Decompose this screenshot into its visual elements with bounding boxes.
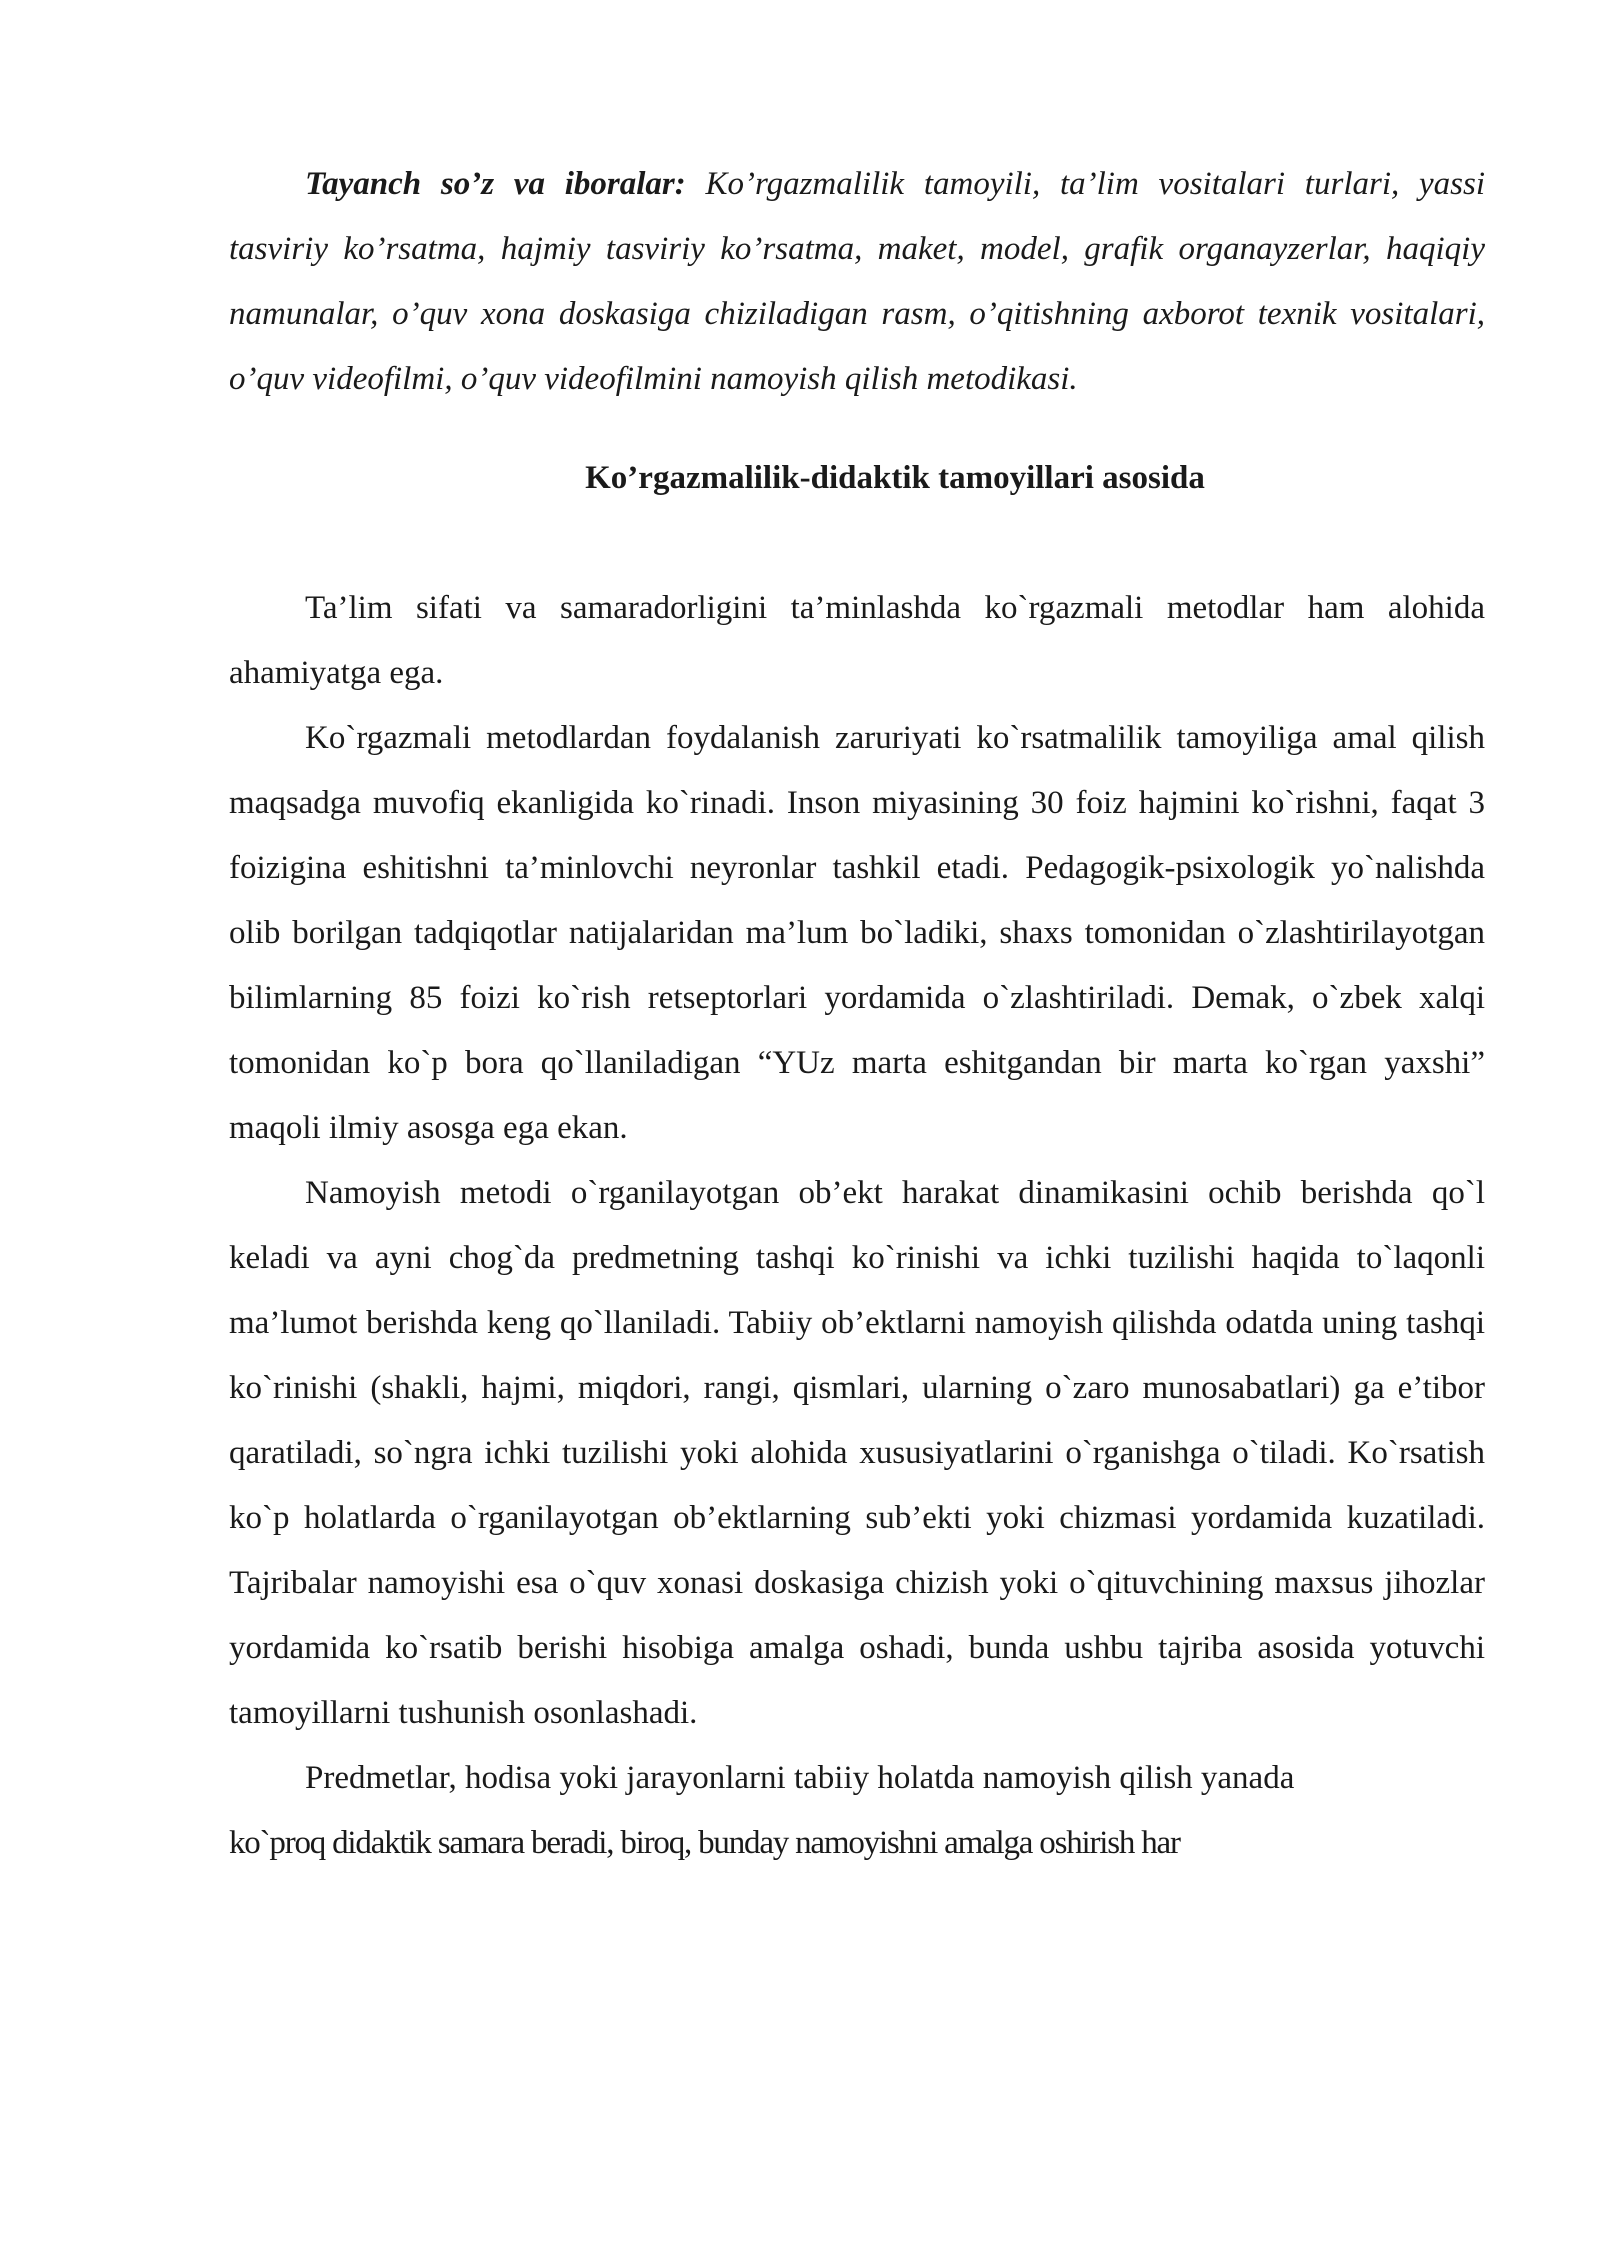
body-paragraph: Ko`rgazmali metodlardan foydalanish zaruriyati ko`rsatmalilik tamoyiliga amal qilish maqsadga muvofiq ekanligida ko`rinadi. Inson miyasining 30 foiz hajmini ko`rishni, faqat 3 foizigina eshitishni ta’minlovchi neyronlar tashkil etadi. Pedagogik-psixologik yo`nalishda olib borilgan tadqiqotlar natijalaridan ma’lum bo`ladiki, shaxs tomonidan o`zlashtirilayotgan bilimlarning 85 foizi ko`rish retseptorlari yordamida o`zlashtiriladi. Demak, o`zbek xalqi tomonidan ko`p bora qo`llaniladigan “YUz marta eshitgandan bir marta ko`rgan yaxshi” maqoli ilmiy asosga ega ekan. [229, 720, 1485, 1146]
keywords-lead: Tayanch so’z va iboralar: [305, 166, 686, 202]
body-paragraph-continuation: ko`proq didaktik samara beradi, biroq, bunday namoyishni amalga oshirish har [229, 1825, 1180, 1861]
body-paragraph: Namoyish metodi o`rganilayotgan ob’ekt harakat dinamikasini ochib berishda qo`l keladi va ayni chog`da predmetning tashqi ko`rinishi va ichki tuzilishi haqida to`laqonli ma’lumot berishda keng qo`llaniladi. Tabiiy ob’ektlarni namoyish qilishda odatda uning tashqi ko`rinishi (shakli, hajmi, miqdori, rangi, qismlari, ularning o`zaro munosabatlari) ga e’tibor qaratiladi, so`ngra ichki tuzilishi yoki alohida xususiyatlarini o`rganishga o`tiladi. Ko`rsatish ko`p holatlarda o`rganilayotgan ob’ektlarning sub’ekti yoki chizmasi yordamida kuzatiladi. Tajribalar namoyishi esa o`quv xonasi doskasiga chizish yoki o`qituvchining maxsus jihozlar yordamida ko`rsatib berishi hisobiga amalga oshadi, bunda ushbu tajriba asosida yotuvchi tamoyillarni tushunish osonlashadi. [229, 1175, 1485, 1731]
section-heading: Ko’rgazmalilik-didaktik tamoyillari asosida [585, 460, 1205, 496]
body-paragraph: Ta’lim sifati va samaradorligini ta’minlashda ko`rgazmali metodlar ham alohida ahamiyatga ega. [229, 590, 1485, 691]
body-paragraph: Predmetlar, hodisa yoki jarayonlarni tabiiy holatda namoyish qilish yanada [305, 1760, 1295, 1796]
document-page [229, 152, 1485, 1876]
keywords-text: Ko’rgazmalilik tamoyili, ta’lim vositalari turlari, yassi tasviriy ko’rsatma, hajmiy tasviriy ko’rsatma, maket, model, grafik organayzerlar, haqiqiy namunalar, o’quv xona doskasiga chiziladigan rasm, o’qitishning axborot texnik vositalari, o’quv videofilmi, o’quv videofilmini namoyish qilish metodikasi. [229, 166, 1485, 397]
keywords-paragraph [229, 152, 1485, 412]
